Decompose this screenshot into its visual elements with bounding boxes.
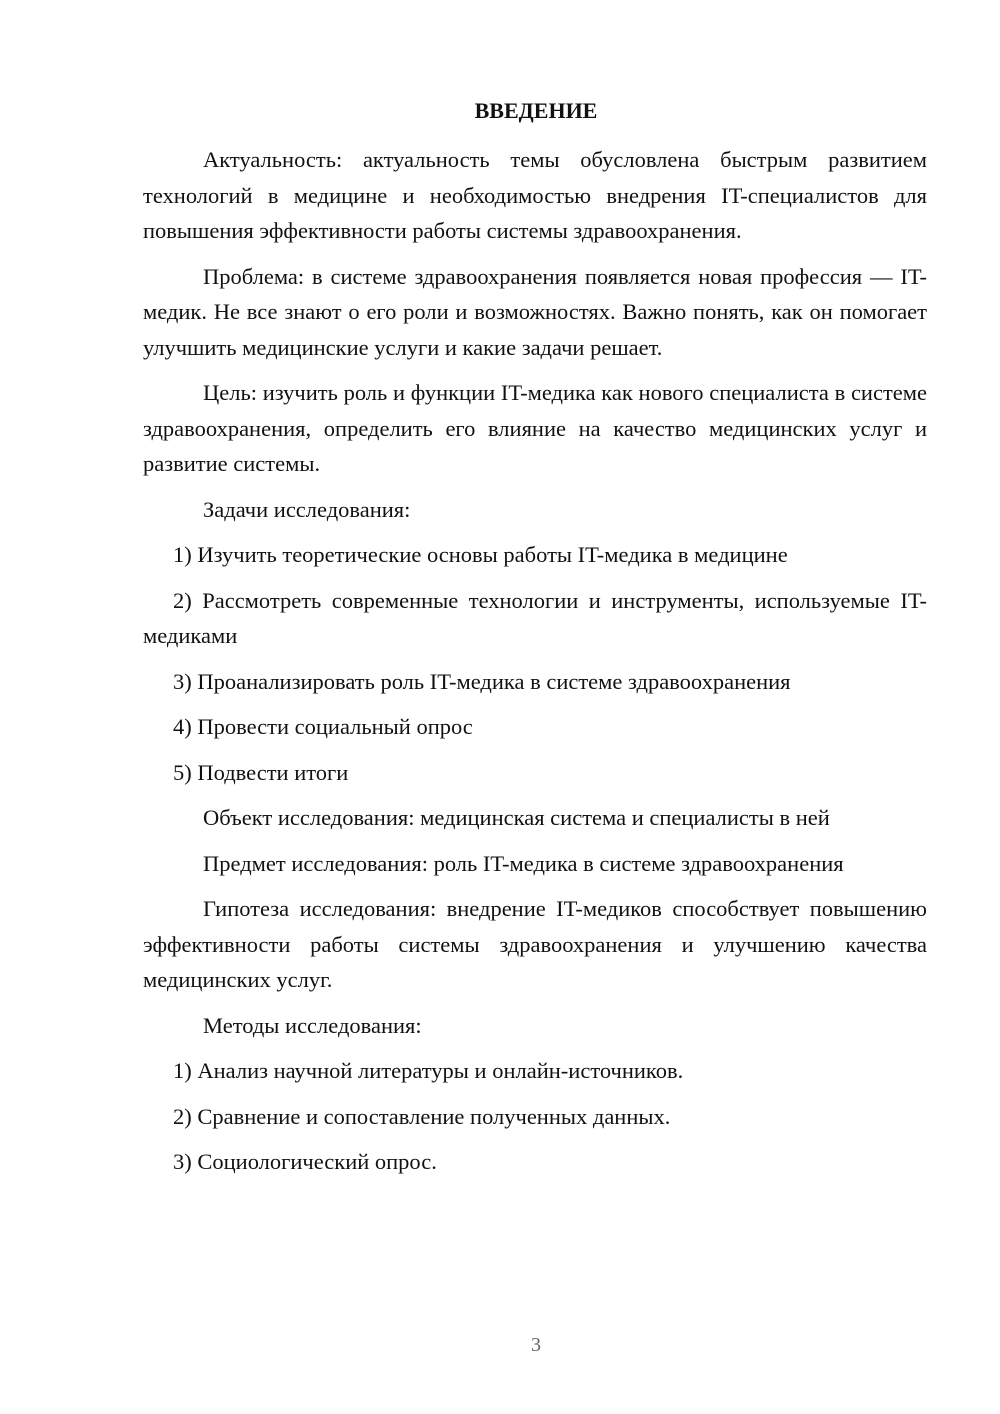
- hypothesis-paragraph: Гипотеза исследования: внедрение IT-медиков способствует повышению эффективности работы системы здравоохранения и улучшению качества медицинских услуг.: [143, 896, 927, 992]
- section-title: ВВЕДЕНИЕ: [474, 98, 598, 123]
- methods-heading: Методы исследования:: [203, 1012, 422, 1038]
- subject-paragraph: Предмет исследования: роль IT-медика в системе здравоохранения: [203, 850, 844, 876]
- task-item: 5) Подвести итоги: [173, 759, 349, 785]
- relevance-paragraph: Актуальность: актуальность темы обусловлена быстрым развитием технологий в медицине и необходимостью внедрения IT-специалистов для повышения эффективности работы системы здравоохранения.: [143, 147, 927, 243]
- method-item: 3) Социологический опрос.: [173, 1149, 437, 1174]
- method-item: 2) Сравнение и сопоставление полученных данных.: [173, 1103, 671, 1129]
- page-number: 3: [531, 1334, 541, 1356]
- task-item: 3) Проанализировать роль IT-медика в системе здравоохранения: [173, 668, 791, 694]
- object-paragraph: Объект исследования: медицинская система и специалисты в ней: [203, 805, 830, 830]
- problem-paragraph: Проблема: в системе здравоохранения появляется новая профессия — IT-медик. Не все знают о его роли и возможностях. Важно понять, как он помогает улучшить медицинские услуги и какие задачи решает.: [143, 263, 927, 360]
- tasks-heading: Задачи исследования:: [203, 496, 411, 522]
- goal-paragraph: Цель: изучить роль и функции IT-медика как нового специалиста в системе здравоохранения, определить его влияние на качество медицинских услуг и развитие системы.: [143, 380, 927, 476]
- method-item: 1) Анализ научной литературы и онлайн-источников.: [173, 1058, 684, 1083]
- task-item: 1) Изучить теоретические основы работы IT-медика в медицине: [173, 542, 788, 567]
- document-body: [143, 142, 927, 1180]
- task-item: 2) Рассмотреть современные технологии и инструменты, используемые IT-медиками: [143, 587, 927, 648]
- task-item: 4) Провести социальный опрос: [173, 714, 473, 739]
